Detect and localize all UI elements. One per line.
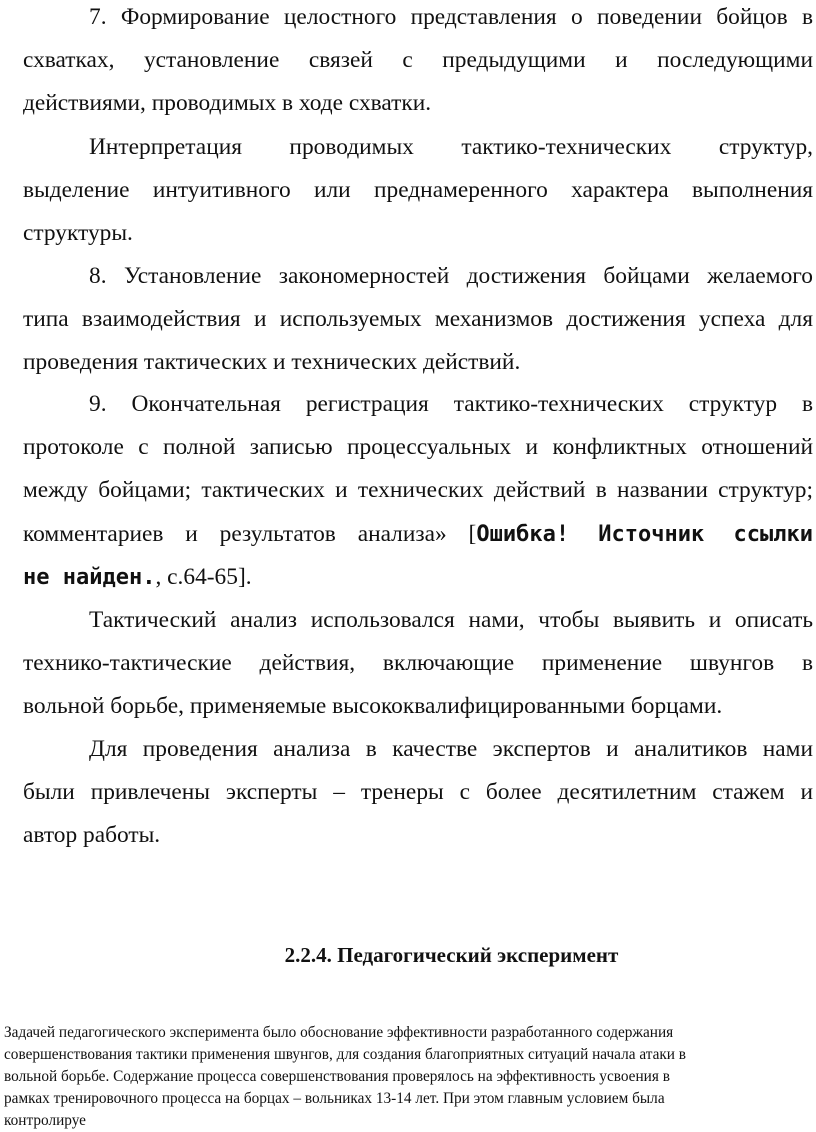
text-line: комментариев и результатов анализа» [Ошибка! Источник ссылки [23, 520, 813, 547]
paragraph-interpretation [23, 126, 813, 256]
text-line: автор работы. [23, 822, 161, 849]
paragraph-9 [23, 383, 813, 599]
text-line: проведения тактических и технических действий. [23, 349, 521, 376]
text-line: 7. Формирование целостного представления о поведении бойцов в [89, 4, 813, 30]
text-line: действиями, проводимых в ходе схватки. [23, 90, 432, 117]
paragraph-tactical-analysis [23, 599, 813, 729]
text-line: Для проведения анализа в качестве экспертов и аналитиков нами [89, 736, 813, 762]
text-line: Тактический анализ использовался нами, чтобы выявить и описать [89, 607, 813, 633]
section-heading: 2.2.4. Педагогический эксперимент [284, 943, 619, 967]
text-line: Задачей педагогического эксперимента было обоснование эффективности разработанного содержания [4, 1024, 674, 1041]
text-line: 8. Установление закономерностей достижения бойцами желаемого [89, 263, 813, 289]
text-line: рамках тренировочного процесса на борцах – вольниках 13-14 лет. При этом главным условием была [4, 1090, 665, 1107]
text-line: 9. Окончательная регистрация тактико-технических структур в [89, 391, 813, 417]
paragraph-7 [23, 0, 813, 126]
reference-error: Ошибка! Источник ссылки [476, 521, 813, 547]
small-paragraph [4, 1022, 794, 1132]
text-line: структуры. [23, 220, 133, 247]
text-line: были привлечены эксперты – тренеры с более десятилетним стажем и [23, 779, 813, 806]
text-line: вольной борьбе. Содержание процесса совершенствования проверялось на эффективность усвоения в [4, 1068, 670, 1085]
text-line: выделение интуитивного или преднамеренного характера выполнения [23, 177, 813, 204]
text-line: технико-тактические действия, включающие применение швунгов в [23, 650, 813, 677]
text-line: совершенствования тактики применения швунгов, для создания благоприятных ситуаций начала атаки в [4, 1046, 687, 1063]
paragraph-8 [23, 255, 813, 385]
text-line: между бойцами; тактических и технических действий в названии структур; [23, 477, 813, 504]
text-line: типа взаимодействия и используемых механизмов достижения успеха для [23, 306, 813, 333]
text-line: Интерпретация проводимых тактико-технических структур, [89, 134, 813, 160]
paragraph-experts [23, 728, 813, 858]
text-line: протоколе с полной записью процессуальных и конфликтных отношений [23, 434, 813, 461]
reference-error: не найден. [23, 564, 156, 590]
text-line: схватках, установление связей с предыдущими и последующими [23, 47, 813, 74]
text-line: не найден., с.64-65]. [23, 563, 252, 590]
text-line: контролируе [4, 1112, 86, 1129]
text-line: вольной борьбе, применяемые высококвалифицированными борцами. [23, 693, 723, 720]
